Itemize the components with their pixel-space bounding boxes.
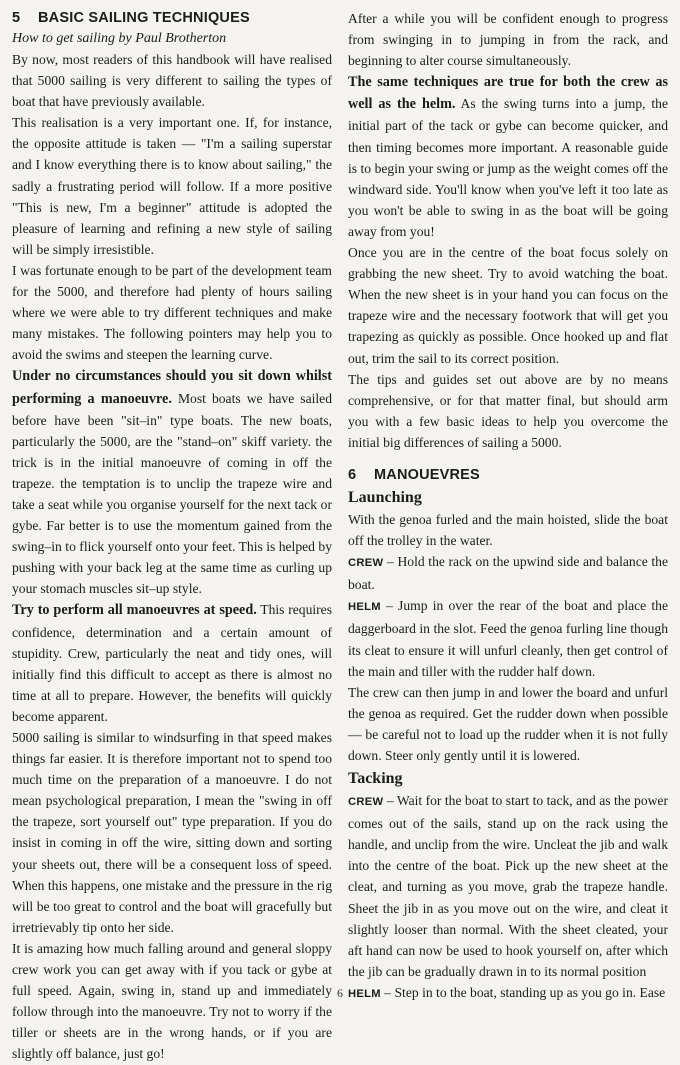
paragraph: 5000 sailing is similar to windsurfing in that speed makes things far easier. It is therefore important not to spend too much time on the preparation of a manoeuvre. I do not mean psychological preparation, I mean the "swing in off the trapeze, sort yourself out" type preparation. If you do insist in coming in off the wire, sitting down and sorting your sheets out, there will be a consequent loss of speed. When this happens, one mistake and the pressure in the rig will be too great to control and the boat will gracefully but irretrievably tip onto her side. xyxy=(12,730,332,935)
paragraph-body: – Wait for the boat to start to tack, and as the power comes out of the sails, stand up on the rack using the handle, and unclip from the wire. Uncleat the jib and walk into the centre of the boat. Pick up the new sheet at the cleat, and turning as you move, grab the trapeze handle. Sheet the jib in as you move out on the wire, and cleat it slightly looser than normal. With the sheet cleated, your aft hand can now be used to hook yourself on, after which the jib can be gradually drawn in to its normal position xyxy=(348,793,668,979)
paragraph-lead: The same techniques are true for both the crew as well as the helm. xyxy=(348,74,668,113)
crew-label: CREW xyxy=(348,796,384,809)
spacer xyxy=(348,453,668,465)
paragraph-body: – Step in to the boat, standing up as you go in. Ease xyxy=(380,984,666,1000)
paragraph xyxy=(348,71,668,242)
left-column xyxy=(12,8,332,1065)
paragraph: By now, most readers of this handbook will have realised that 5000 sailing is very different to sailing the types of boat that have previously available. xyxy=(12,52,332,110)
paragraph: Once you are in the centre of the boat focus solely on grabbing the new sheet. Try to avoid watching the boat. When the new sheet is in your hand you can focus on the trapeze wire and the necessary footwork that will get you trapezing as quickly as possible. Once hooked up and flat out, trim the sail to its correct position. xyxy=(348,245,668,366)
paragraph: The tips and guides set out above are by no means comprehensive, or for that matter final, but should arm you with a few basic ideas to help you overcome the initial big differences of sailing a 5000. xyxy=(348,371,668,450)
paragraph xyxy=(348,595,668,681)
byline: How to get sailing by Paul Brotherton xyxy=(12,31,227,46)
paragraph-lead: Under no circumstances should you sit down whilst performing a manoeuvre. xyxy=(12,368,332,407)
right-column xyxy=(348,8,668,1005)
paragraph: It is amazing how much falling around and general sloppy crew work you can get away with if you tack or gybe at full speed. Again, swing in, stand up and immediately follow through into the manoeuvre. Try not to worry if the tiller or sheets are in the wrong hands, or if you are slightly off balance, just go! xyxy=(12,940,332,1062)
paragraph-body: This requires confidence, determination and a certain amount of stupidity. Crew, particularly the neat and tidy ones, will initially find this difficult to accept as there is almost no time at all to prepare. However, the benefits will quickly become apparent. xyxy=(12,602,332,724)
helm-label: HELM xyxy=(348,601,381,614)
launching-heading: Launching xyxy=(348,488,422,506)
paragraph xyxy=(12,599,332,727)
paragraph xyxy=(348,551,668,595)
paragraph-body: – Jump in over the rear of the boat and place the daggerboard in the slot. Feed the genoa furling line though its cleat to ensure it will unfurl cleanly, then get control of the main and tiller with the rudder half down. xyxy=(348,598,668,679)
section-5-heading xyxy=(12,8,332,28)
paragraph-body: As the swing turns into a jump, the initial part of the tack or gybe can become quicker, and then timing becomes more important. A reasonable guide is to begin your swing or jump as the weight comes off the windward side. You'll know when you've left it too late as you won't be able to swing in as the boat will be going away from you! xyxy=(348,96,669,239)
paragraph-body: – Hold the rack on the upwind side and balance the boat. xyxy=(348,554,668,593)
helm-label: HELM xyxy=(348,987,381,1000)
paragraph: With the genoa furled and the main hoisted, slide the boat off the trolley in the water. xyxy=(348,511,668,549)
section-6-heading xyxy=(348,465,668,485)
section-title: BASIC SAILING TECHNIQUES xyxy=(38,10,250,26)
paragraph-body: Most boats we have sailed before have been "sit–in" type boats. The new boats, particularly the 5000, are the "stand–on" skiff variety. the trick is in the initial manoeuvre of coming in off the trapeze. the temptation is to unclip the trapeze wire and take a seat while you organise yourself for the next tack or gybe. Far better is to use the momentum gained from the swing–in to flick yourself onto your feet. This is helped by pushing with your back leg at the same time as curling up your stomach muscles sit–up style. xyxy=(12,390,333,597)
paragraph-lead: Try to perform all manoeuvres at speed. xyxy=(12,602,257,619)
paragraph: After a while you will be confident enough to progress from swinging in to jumping in from the rack, and beginning to alter course simultaneously. xyxy=(348,11,668,69)
paragraph: I was fortunate enough to be part of the development team for the 5000, and therefore had plenty of hours sailing where we were able to try different techniques and make many mistakes. The following pointers may help you to avoid the swims and steepen the learning curve. xyxy=(12,262,332,363)
page-number: 6 xyxy=(337,986,343,1000)
section-number: 6 xyxy=(348,466,357,483)
paragraph xyxy=(12,365,332,599)
paragraph: This realisation is a very important one. If, for instance, the opposite attitude is taken — "I'm a sailing superstar and I know everything there is to know about sailing," the sadly a frustrating period will follow. If a more positive "This is new, I'm a beginner" attitude is adopted the pleasure of learning and refining a new style of sailing will be simply irresistible. xyxy=(12,115,332,257)
section-number: 5 xyxy=(12,10,21,26)
crew-label: CREW xyxy=(348,557,384,570)
section-title: MANOUEVRES xyxy=(374,466,480,483)
tacking-heading: Tacking xyxy=(348,770,403,788)
paragraph: The crew can then jump in and lower the board and unfurl the genoa as required. Get the rudder down when possible — be careful not to load up the rudder when it is not fully down. Steer only gently until it is lowered. xyxy=(348,684,668,763)
paragraph xyxy=(348,790,668,982)
